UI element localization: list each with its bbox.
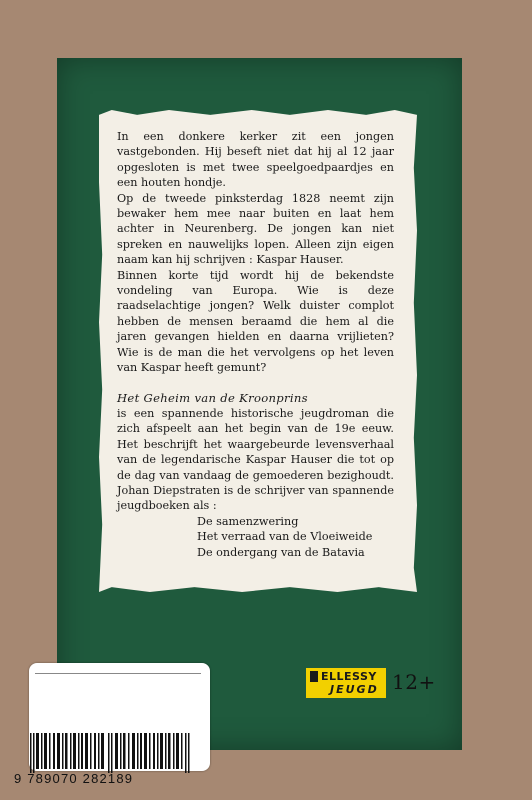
age-rating: 12+ bbox=[392, 670, 436, 694]
book-summary: is een spannende historische jeugdroman die zich afspeelt aan het begin van de 19e eeuw. Het beschrijft het waargebeurde levensverhaal van de legendarische Kaspar Hauser die tot op de dag van vandaag de gemoederen bezighoudt. Johan Diepstraten is de schrijver van spannende jeugdboeken als : bbox=[117, 406, 394, 513]
blurb-paragraph-2: Op de tweede pinksterdag 1828 neemt zijn bewaker hem mee naar buiten en laat hem achter in Neurenberg. De jongen kan niet spreken en nauwelijks lopen. Alleen zijn eigen naam kan hij schrijven : Kaspar Hauser. bbox=[117, 191, 394, 267]
other-title: De ondergang van de Batavia bbox=[197, 545, 365, 559]
blurb-paragraph-3: Binnen korte tijd wordt hij de bekendste vondeling van Europa. Wie is deze raadselachtige jongen? Welk duister complot hebben de mensen beraamd die hem al die jaren gevangen hielden en daarna vrijlieten? Wie is de man die het vervolgens op het leven van Kaspar heeft gemunt? bbox=[117, 268, 394, 375]
publisher-name: ELLESSY bbox=[321, 670, 377, 683]
barcode bbox=[30, 733, 195, 773]
other-titles-list bbox=[197, 514, 394, 560]
publisher-imprint: JEUGD bbox=[330, 683, 379, 696]
blurb-text bbox=[117, 129, 394, 560]
other-title: De samenzwering bbox=[197, 514, 299, 528]
barcode-digits: 9 789070 282189 bbox=[14, 771, 134, 786]
publisher-logo bbox=[306, 668, 386, 698]
book-title: Het Geheim van de Kroonprins bbox=[117, 390, 308, 405]
other-title: Het verraad van de Vloeiweide bbox=[197, 530, 373, 544]
blurb-paragraph-1: In een donkere kerker zit een jongen vastgebonden. Hij beseft niet dat hij al 12 jaar opgesloten is met twee speelgoedpaardjes en een houten hondje. bbox=[117, 130, 394, 190]
